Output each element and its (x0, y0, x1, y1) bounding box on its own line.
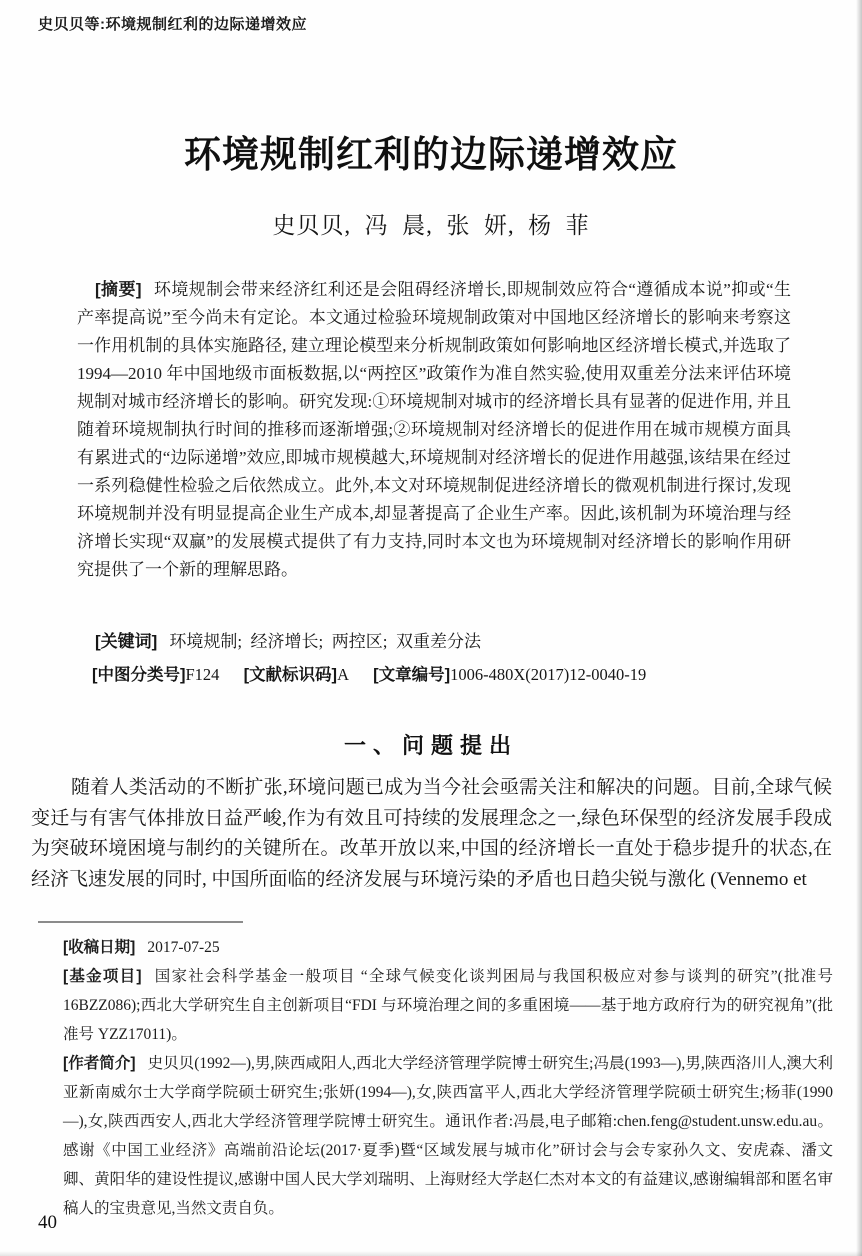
page-number: 40 (38, 1212, 57, 1233)
authors-line: 史贝贝, 冯 晨, 张 妍, 杨 菲 (272, 213, 590, 238)
footnote-block (63, 933, 833, 1223)
clc-number (92, 665, 219, 684)
received-date-value: 2017-07-25 (147, 939, 220, 956)
document-code-label: [文献标识码] (243, 666, 338, 684)
received-date-label: [收稿日期] (63, 939, 136, 956)
intro-paragraph: 随着人类活动的不断扩张,环境问题已成为当今社会亟需关注和解决的问题。目前,全球气候变迁与有害气体排放日益严峻,作为有效且可持续的发展理念之一,绿色环保型的经济发展手段成为突破环境困境与制约的关键所在。改革开放以来,中国的经济增长一直处于稳步提升的状态,在经济飞速发展的同时, 中国所面临的经济发展与环境污染的矛盾也日趋尖锐与激化 (Vennemo et (31, 777, 832, 890)
author-bio-text: 史贝贝(1992—),男,陕西咸阳人,西北大学经济管理学院博士研究生;冯晨(1993—),男,陕西洛川人,澳大利亚新南威尔士大学商学院硕士研究生;张妍(1994—),女,陕西富平人,西北大学经济管理学院硕士研究生;杨菲(1990—),女,陕西西安人,西北大学经济管理学院博士研究生。通讯作者:冯晨,电子邮箱:chen.feng@student.unsw.edu.au。感谢《中国工业经济》高端前沿论坛(2017·夏季)暨“区域发展与城市化”研讨会与会专家孙久文、安虎森、潘文卿、黄阳华的建设性提议,感谢中国人民大学刘瑞明、上海财经大学赵仁杰对本文的有益建议,感谢编辑部和匿名审稿人的宝贵意见,当然文责自负。 (63, 1055, 833, 1217)
abstract-text: 环境规制会带来经济红利还是会阻碍经济增长,即规制效应符合“遵循成本说”抑或“生产率提高说”至今尚未有定论。本文通过检验环境规制政策对中国地区经济增长的影响来考察这一作用机制的具体实施路径, 建立理论模型来分析规制政策如何影响地区经济增长模式,并选取了 1994—2010 年中国地级市面板数据,以“两控区”政策作为准自然实验,使用双重差分法来评估环境规制对城市经济增长的影响。研究发现:①环境规制对城市的经济增长具有显著的促进作用, 并且随着环境规制执行时间的推移而逐渐增强;②环境规制对经济增长的促进作用在城市规模方面具有累进式的“边际递增”效应,即城市规模越大,环境规制对经济增长的促进作用越强,该结果在经过一系列稳健性检验之后依然成立。此外,本文对环境规制促进经济增长的微观机制进行探讨,发现环境规制并没有明显提高企业生产成本,却显著提高了企业生产率。因此,该机制为环境治理与经济增长实现“双赢”的发展模式提供了有力支持,同时本文也为环境规制对经济增长的影响作用研究提供了一个新的理解思路。 (77, 280, 791, 579)
scan-shadow-bottom (0, 1251, 862, 1256)
keywords-label: [关键词] (95, 632, 158, 651)
abstract-paragraph (77, 276, 791, 584)
article-title: 环境规制红利的边际递增效应 (184, 135, 678, 176)
keywords-line (95, 627, 795, 652)
funding-text: 国家社会科学基金一般项目 “全球气候变化谈判困局与我国积极应对参与谈判的研究”(批准号 16BZZ086);西北大学研究生自主创新项目“FDI 与环境治理之间的多重困境——基于地方政府行为的研究视角”(批准号 YZZ17011)。 (63, 968, 833, 1043)
classification-line (92, 661, 802, 685)
footnote-funding (63, 962, 833, 1049)
keywords-text: 环境规制; 经济增长; 两控区; 双重差分法 (169, 632, 481, 651)
document-code-value: A (337, 665, 349, 684)
funding-label: [基金项目] (63, 968, 142, 985)
clc-label: [中图分类号] (92, 666, 186, 684)
clc-value: F124 (185, 665, 220, 684)
author-bio-label: [作者简介] (63, 1055, 136, 1072)
footnote-divider (38, 921, 243, 923)
article-id-label: [文章编号] (373, 666, 451, 684)
scan-shadow-right (856, 0, 862, 1256)
document-code (244, 665, 349, 684)
article-id (373, 665, 646, 684)
footnote-received-date (63, 933, 833, 962)
article-id-value: 1006-480X(2017)12-0040-19 (450, 665, 647, 684)
section-heading: 一、问题提出 (343, 733, 518, 758)
footnote-author-bio (63, 1049, 833, 1223)
running-header: 史贝贝等:环境规制红利的边际递增效应 (38, 16, 307, 33)
abstract-label: [摘要] (95, 280, 142, 299)
